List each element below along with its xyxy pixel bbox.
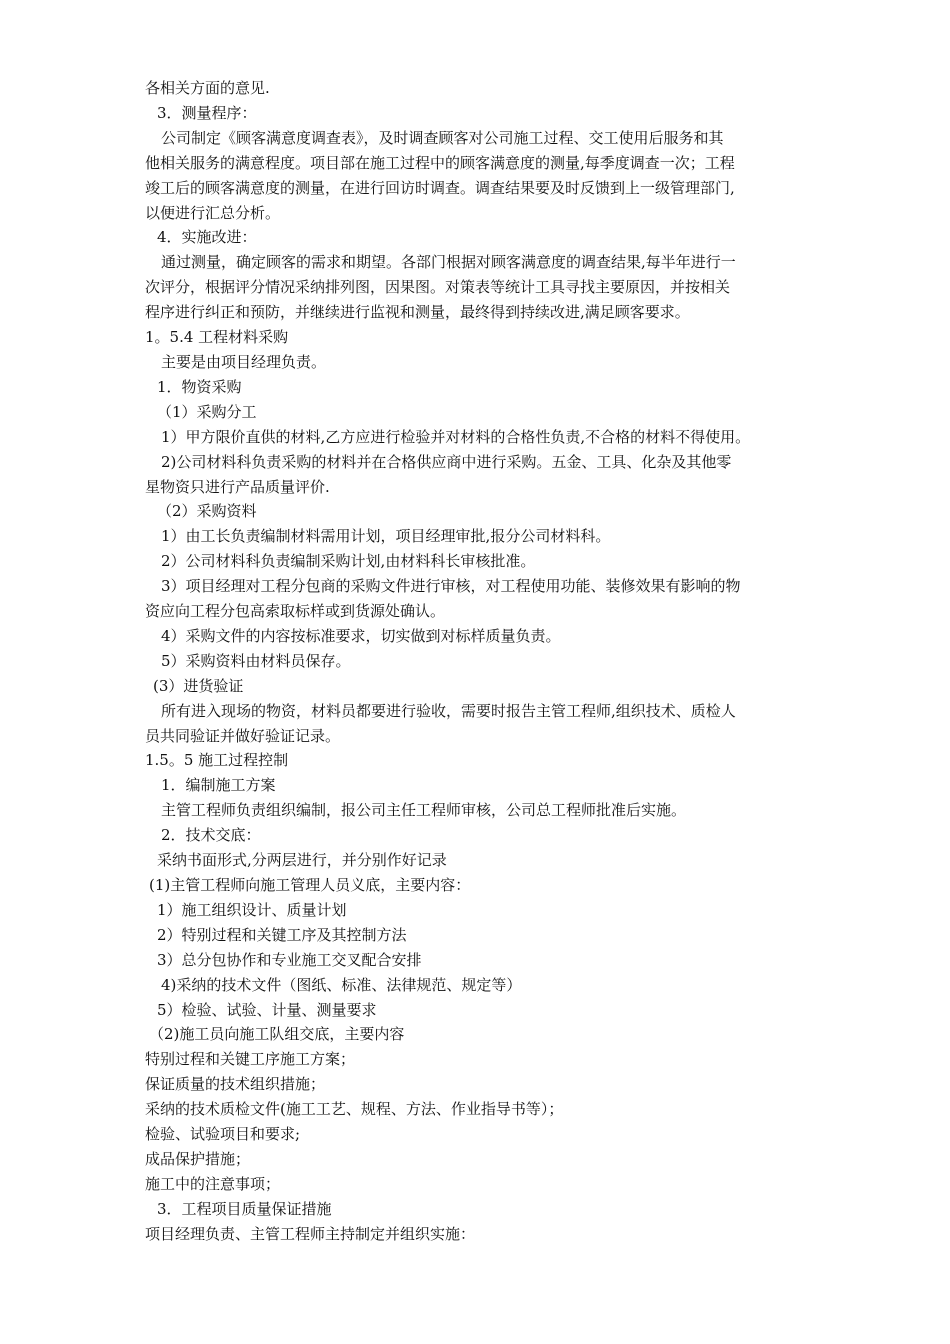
text-line: 主要是由项目经理负责。 <box>161 352 327 371</box>
section-heading: （1）采购分工 <box>157 402 257 421</box>
section-heading: 1。5.4 工程材料采购 <box>145 328 289 347</box>
section-heading: 1.5。5 施工过程控制 <box>145 751 289 770</box>
list-item: 特别过程和关键工序施工方案； <box>145 1050 356 1069</box>
text-line: 次评分，根据评分情况采纳排列图，因果图。对策表等统计工具寻找主要原因，并按相关 <box>145 278 731 297</box>
list-item: 4）采购文件的内容按标准要求，切实做到对标样质量负责。 <box>161 626 561 645</box>
list-item: 5）检验、试验、计量、测量要求 <box>157 1000 377 1019</box>
section-heading: （2）采购资料 <box>157 502 257 521</box>
section-heading: 3．工程项目质量保证措施 <box>157 1199 332 1218</box>
list-item: 1）甲方限价直供的材料,乙方应进行检验并对材料的合格性负责,不合格的材料不得使用。 <box>161 427 751 446</box>
section-heading: 3．测量程序： <box>157 103 257 122</box>
section-heading: 1．编制施工方案 <box>161 776 276 795</box>
list-item: 施工中的注意事项； <box>145 1174 281 1193</box>
list-item: 4)采纳的技术文件（图纸、标准、法律规范、规定等） <box>161 975 522 994</box>
list-item: 检验、试验项目和要求; <box>145 1125 301 1144</box>
text-line: 以便进行汇总分析。 <box>145 203 281 222</box>
list-item: 采纳的技术质检文件(施工工艺、规程、方法、作业指导书等）； <box>145 1100 564 1119</box>
section-heading: 4．实施改进： <box>157 228 257 247</box>
list-item: 2）公司材料科负责编制采购计划,由材料科长审核批准。 <box>161 552 536 571</box>
list-item: 1）由工长负责编制材料需用计划，项目经理审批,报分公司材料科。 <box>161 527 611 546</box>
text-line: 通过测量，确定顾客的需求和期望。各部门根据对顾客满意度的调查结果,每半年进行一 <box>161 253 736 272</box>
list-item: 3）总分包协作和专业施工交叉配合安排 <box>157 950 422 969</box>
list-item: 2)公司材料科负责采购的材料并在合格供应商中进行采购。五金、工具、化杂及其他零 <box>161 452 732 471</box>
section-heading: 1．物资采购 <box>157 377 242 396</box>
text-line: 竣工后的顾客满意度的测量，在进行回访时调查。调查结果要及时反馈到上一级管理部门, <box>145 178 735 197</box>
list-item: 5）采购资料由材料员保存。 <box>161 651 351 670</box>
text-line: 资应向工程分包高索取标样或到货源处确认。 <box>145 602 446 621</box>
section-heading: (3）进货验证 <box>153 676 244 695</box>
text-line: 采纳书面形式,分两层进行，并分别作好记录 <box>157 851 447 870</box>
list-item: 3）项目经理对工程分包商的采购文件进行审核，对工程使用功能、装修效果有影响的物 <box>161 577 741 596</box>
text-line: 员共同验证并做好验证记录。 <box>145 726 341 745</box>
list-item: 保证质量的技术组织措施； <box>145 1075 326 1094</box>
section-heading: (1)主管工程师向施工管理人员义底，主要内容： <box>149 876 471 894</box>
section-heading: （2)施工员向施工队组交底，主要内容 <box>149 1025 405 1044</box>
text-line: 项目经理负责、主管工程师主持制定并组织实施： <box>145 1224 476 1243</box>
list-item: 1）施工组织设计、质量计划 <box>157 900 347 919</box>
text-line: 所有进入现场的物资，材料员都要进行验收，需要时报告主管工程师,组织技术、质检人 <box>161 701 736 720</box>
text-line: 各相关方面的意见. <box>145 79 270 97</box>
text-line: 程序进行纠正和预防，并继续进行监视和测量，最终得到持续改进,满足顾客要求。 <box>145 303 690 322</box>
text-line: 主管工程师负责组织编制，报公司主任工程师审核，公司总工程师批准后实施。 <box>161 801 687 820</box>
list-item: 成品保护措施； <box>145 1149 251 1168</box>
text-line: 星物资只进行产品质量评价. <box>145 477 330 496</box>
list-item: 2）特别过程和关键工序及其控制方法 <box>157 925 407 944</box>
text-line: 他相关服务的满意程度。项目部在施工过程中的顾客满意度的测量,每季度调查一次；工程 <box>145 153 735 172</box>
section-heading: 2．技术交底： <box>161 826 261 845</box>
text-line: 公司制定《顾客满意度调查表》，及时调查顾客对公司施工过程、交工使用后服务和其 <box>161 128 724 147</box>
